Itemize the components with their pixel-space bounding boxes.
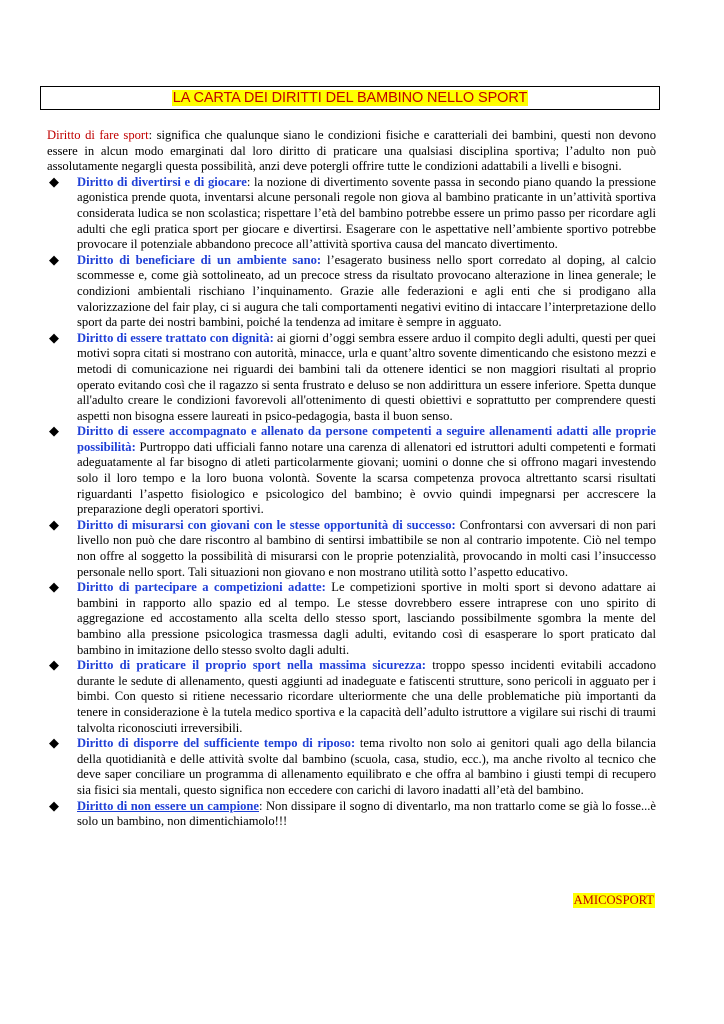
right-text: Confrontarsi con avversari di non pari livello non può che dare riscontro al bambino di sentirsi imbattibile se non al contrario impotente. Ciò nel tempo non offre al soggetto la possibilità di misurarsi con le proprie potenzialità, provocando in molti casi l’insuccesso personale nello sport. Tali situazioni non giovano e non mostrano utilità sotto l’aspetto educativo. <box>77 517 656 579</box>
right-text: tema rivolto non solo ai genitori quali ago della bilancia della quotidianità e delle attività svolte dal bambino (scuola, casa, studio, ecc.), ma anche rivolto al tecnico che deve saper conciliare un programma di allenamento equilibrato e che offra al bambino i giusti tempi di recupero sia fisici sia mentali, questo significa non eccedere con carichi di lavoro inadatti all’età del bambino. <box>77 736 656 797</box>
right-item <box>47 658 656 736</box>
diamond-bullet-icon: ◆ <box>49 580 59 596</box>
diamond-bullet-icon: ◆ <box>49 798 59 814</box>
right-text: Le competizioni sportive in molti sport si devono adattare ai bambini in rapporto allo spazio ed al tempo. Le stesse dovrebbero essere intraprese con uno spirito di aggregazione ed accostamento alla scelta dello stesso sport, lasciando possibilmente sgombra la mente del bambino alla pressione psicologica trasmessa dagli adulti, evitando così di esasperare lo sport praticato dal bambino in imitazione dello stesso svolto dagli adulti. <box>77 580 656 657</box>
rights-list <box>47 175 656 830</box>
diamond-bullet-icon: ◆ <box>49 174 59 190</box>
right-text: l’esagerato business nello sport corredato al doping, al calcio scommesse e, come già sottolineato, ad un precoce stress da risultato provocano alterazione in linea generale; le condizioni ambientali rischiano l’inquinamento. Grazie alle federazioni e agli enti che si prodigano alla valorizzazione del fair play, ci si augura che tali comportamenti negativi evitino di intaccare l’interpretazione dello sport da parte dei nostri bambini, poiché la tendenza ad imitare è sempre in agguato. <box>77 252 656 330</box>
right-heading: Diritto di misurarsi con giovani con le stesse opportunità di successo: <box>77 517 456 532</box>
right-heading: Diritto di beneficiare di un ambiente sano: <box>77 252 322 267</box>
right-item <box>47 253 656 331</box>
right-text: troppo spesso incidenti evitabili accadono durante le sedute di allenamento, questi aggiunti ad inadeguate e fatiscenti strutture, sono pericoli in agguato per i bimbi. Con questo si ritiene necessario ricordare ulteriormente che una delle problematiche più importanti da tenere in considerazione è la tutela medico sportiva e la capacità dell’adulto istruttore a vigilare sui rischi di traumi talvolta riconosciuti irreversibili. <box>77 658 656 735</box>
document-body <box>47 128 656 830</box>
right-item <box>47 175 656 253</box>
right-heading: Diritto di partecipare a competizioni adatte: <box>77 580 326 595</box>
right-text: : la nozione di divertimento sovente passa in secondo piano quando la pressione agonistica prende quota, inventarsi alcune personali regole non giova al bambino praticante in un’attività sportiva considerata ludica se non scolastica; rispettare l’età del bambino potrebbe essere un primo passo per ricordare agli adulti che egli pratica sport per giocare e divertirsi. Esagerare con le aspettative nell’ambiente sportivo potrebbe provocare il potenziale abbandono precoce all’attività sportiva causa del mancato divertimento. <box>77 174 656 252</box>
diamond-bullet-icon: ◆ <box>49 252 59 268</box>
right-heading: Diritto di disporre del sufficiente tempo di riposo: <box>77 736 356 751</box>
intro-text: : significa che qualunque siano le condizioni fisiche e caratteriali dei bambini, questi non devono essere in alcun modo emarginati dal loro diritto di praticare una qualsiasi disciplina sportiva; l’adulto non può assolutamente negargli questa possibilità, anzi deve potergli offrire tutte le condizioni adattabili a livelli e bisogni. <box>47 128 657 174</box>
right-item <box>47 799 656 830</box>
right-text: ai giorni d’oggi sembra essere arduo il compito degli adulti, questi per quei motivi sopra citati si mostrano con autorità, minacce, urla e quant’altro sovente dimenticando che esistono mezzi e metodi di comunicazione nei riguardi dei bambini tali da ottenere identici se non maggiori risultati al proprio operato evitando così che il ragazzo si senta frustrato e deluso se non addirittura un essere inferiore. Spetta dunque all'adulto creare le condizioni favorevoli all'ottenimento di questi obiettivi e soprattutto per comprendere questi aspetti non bisogna essere laureati in psico-pedagogia, basta il buon senso. <box>77 330 656 423</box>
right-item <box>47 580 656 658</box>
right-heading: Diritto di praticare il proprio sport nella massima sicurezza: <box>77 658 426 673</box>
right-item <box>47 518 656 580</box>
page-title: LA CARTA DEI DIRITTI DEL BAMBINO NELLO SPORT <box>172 90 528 106</box>
right-heading: Diritto di essere accompagnato e allenato da persone competenti a seguire allenamenti adatti alle proprie possibilità: <box>77 424 656 454</box>
diamond-bullet-icon: ◆ <box>49 330 59 346</box>
title-box <box>40 86 660 110</box>
right-heading: Diritto di essere trattato con dignità: <box>77 330 274 345</box>
diamond-bullet-icon: ◆ <box>49 736 59 752</box>
right-heading: Diritto di divertirsi e di giocare <box>77 174 247 189</box>
intro-paragraph <box>47 128 656 175</box>
right-item <box>47 424 656 518</box>
intro-heading: Diritto di fare sport <box>47 128 149 142</box>
right-heading: Diritto di non essere un campione <box>77 798 260 813</box>
right-text: : Non dissipare il sogno di diventarlo, ma non trattarlo come se già lo fosse...è solo un bambino, non dimentichiamolo!!! <box>77 798 656 829</box>
signature: AMICOSPORT <box>573 893 654 907</box>
diamond-bullet-icon: ◆ <box>49 658 59 674</box>
right-item <box>47 736 656 798</box>
diamond-bullet-icon: ◆ <box>49 517 59 533</box>
diamond-bullet-icon: ◆ <box>49 424 59 440</box>
right-text: Purtroppo dati ufficiali fanno notare una carenza di allenatori ed istruttori adulti competenti e formati adeguatamente al far bisogno di atleti particolarmente giovani; uomini o donne che si offrono magari investendo solo il loro tempo e la loro buona volontà. Sovente la scarsa competenza provoca altrettanto scarsi risultati riguardanti l’aspetto fisiologico e psicologico del bambino; è ovvio quindi impegnarsi per accrescere la preparazione degli operatori sportivi. <box>77 439 656 517</box>
right-item <box>47 331 656 425</box>
